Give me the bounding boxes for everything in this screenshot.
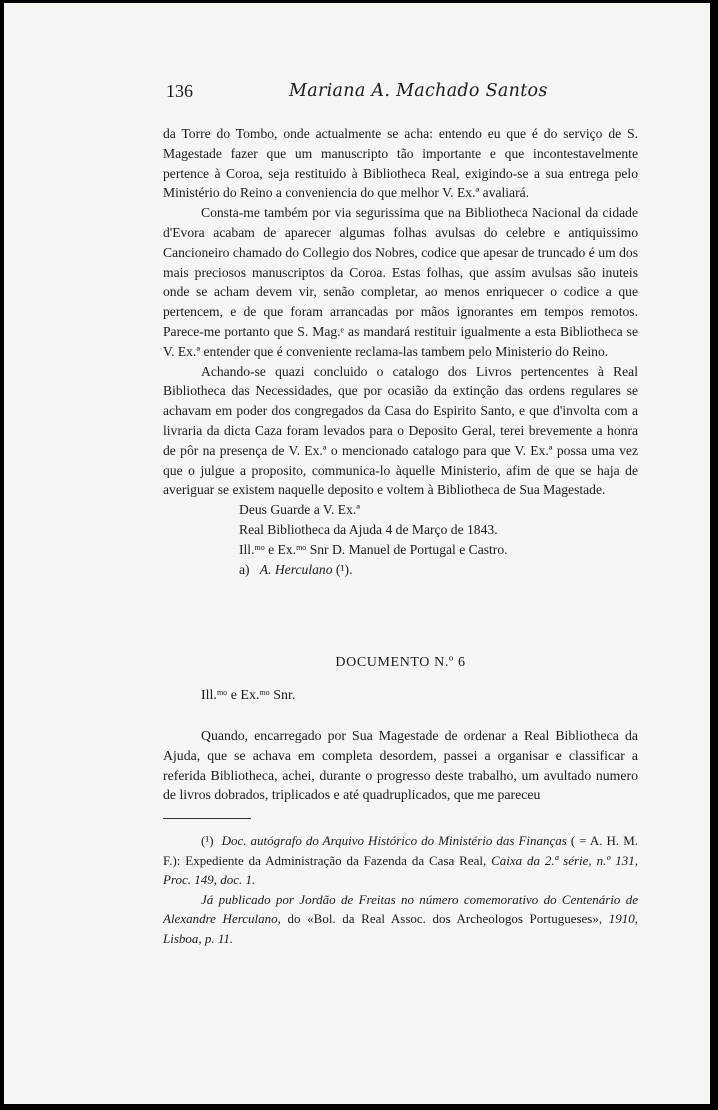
document-body <box>163 726 638 805</box>
closing-line: Real Bibliotheca da Ajuda 4 de Março de 1843. <box>239 521 498 537</box>
footnote-mark: (¹) <box>201 833 214 848</box>
paragraph: Consta-me também por via segurissima que na Bibliotheca Nacional da cidade d'Evora acabam de aparecer algumas folhas avulsas do celebre e antiquissimo Cancioneiro chamado do Collegio dos Nobres, codice que apesar de truncado é um dos mais preciosos manuscriptos da Coroa. Estas folhas, que assim avulsas são inuteis onde se acham devem vir, senão completar, ao menos enriquecer o codice a que pertencem, e de que foram arrancadas por mãos ignorantes em tempos remotos. Parece-me portanto que S. Mag.ᵉ as mandará restituir igualmente a esta Bibliotheca se V. Ex.ª entender que é conveniente reclama-las tambem pelo Ministerio do Reino. <box>163 205 638 359</box>
footnote: (¹) Doc. autógrafo do Arquivo Histórico do Ministério das Finanças ( = A. H. M. F.): Expediente da Administração da Fazenda da Casa Real, Caixa da 2.ª série, n.º 131, Proc. 149, doc. 1. <box>163 833 638 888</box>
letter-closing <box>163 500 638 579</box>
footnote: Já publicado por Jordão de Freitas no número comemorativo do Centenário de Alexandre Herculano, do «Bol. da Real Assoc. dos Archeologos Portugueses», 1910, Lisboa, p. 11. <box>163 891 638 946</box>
running-head: Mariana A. Machado Santos <box>289 81 548 101</box>
paragraph: da Torre do Tombo, onde actualmente se acha: entendo eu que é do serviço de S. Magestade fazer que um manuscripto tão importante e que incontestavelmente pertence à Coroa, seja restituido à Bibliotheca Real, exigindo-se a sua entrega pelo Ministério do Reino a conveniencia do que melhor V. Ex.ª avaliará. <box>163 126 638 201</box>
page <box>4 3 710 1104</box>
signature-line: a) A. Herculano (¹). <box>239 561 353 577</box>
footnote-rule <box>163 818 251 819</box>
paragraph: Quando, encarregado por Sua Magestade de ordenar a Real Bibliotheca da Ajuda, que se achava em completa desordem, passei a organisar e classificar a referida Bibliotheca, achei, durante o progresso deste trabalho, um avultado numero de livros dobrados, triplicados e até quadruplicados, que me pareceu <box>163 728 638 803</box>
closing-line: Deus Guarde a V. Ex.ª <box>239 502 361 518</box>
document-heading: DOCUMENTO N.º 6 <box>335 655 466 670</box>
letter-body <box>163 124 638 579</box>
page-number: 136 <box>166 81 193 101</box>
footnotes <box>163 831 638 949</box>
addressee-line: Ill.$^{mo}$ e Ex.$^{mo}$ Snr D. Manuel de Portugal e Castro. <box>239 541 508 557</box>
salutation: Ill.$^{mo}$ e Ex.$^{mo}$ Snr. <box>201 688 296 703</box>
signature-name: A. Herculano <box>259 561 333 577</box>
paragraph: Achando-se quazi concluido o catalogo dos Livros pertencentes à Real Bibliotheca das Necessidades, que por ocasião da extinção das ordens regulares se achavam em poder dos congregados da Casa do Espirito Santo, e que d'involta com a livraria da dicta Caza foram levados para o Deposito Geral, terei brevemente a honra de pôr na presença de V. Ex.ª o mencionado catalogo para que V. Ex.ª possa uma vez que o julgue a proposito, communica-lo àquelle Ministerio, afim de que se haja de averiguar se existem naquelle deposito e voltem à Bibliotheca de Sua Magestade. <box>163 363 638 498</box>
